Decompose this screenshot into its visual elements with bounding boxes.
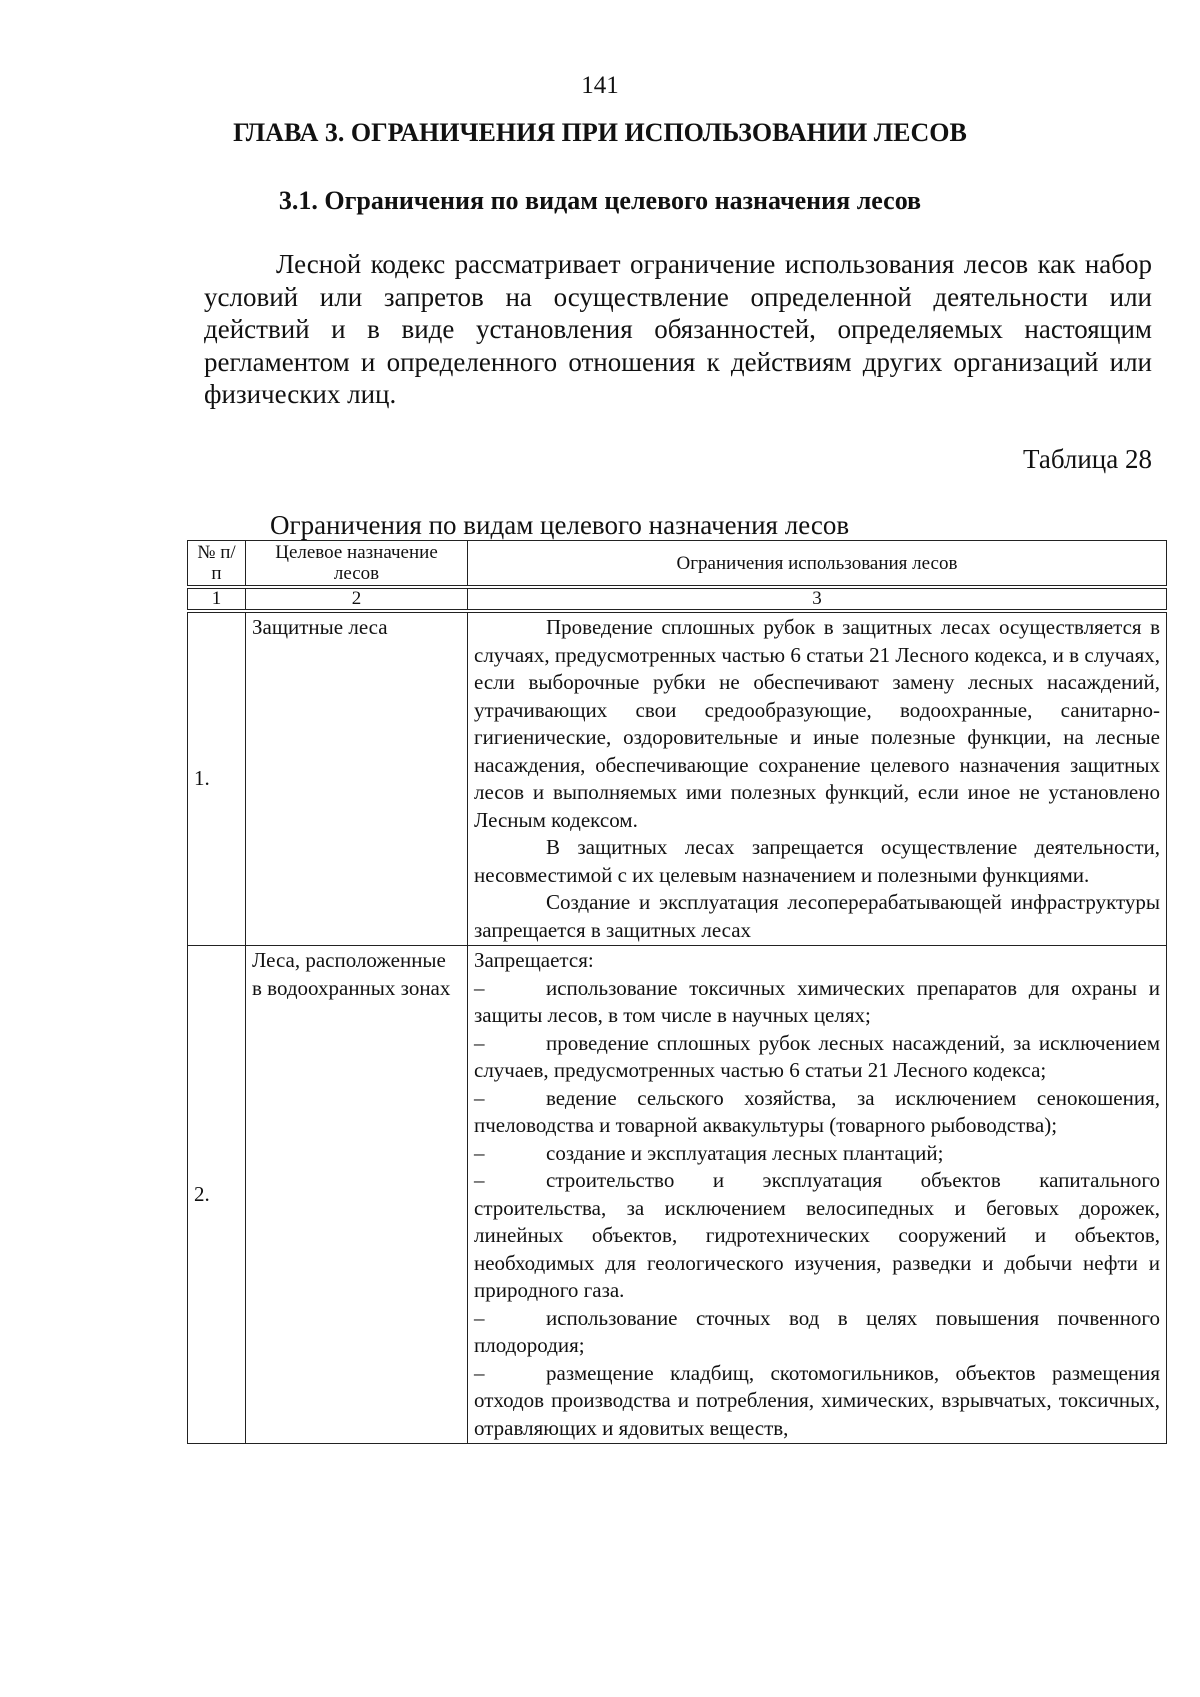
- restriction-item-text: строительство и эксплуатация объектов капитального строительства, за исключением велосипедных и беговых дорожек, линейных объектов, гидротехнических сооружений и объектов, необходимых для геологического изучения, разведки и добычи нефти и природного газа.: [474, 1168, 1160, 1302]
- purpose-text: Леса, расположенные в водоохранных зонах: [252, 948, 451, 1000]
- restriction-item: [474, 1140, 1160, 1168]
- dash-marker: –: [474, 975, 485, 1000]
- column-number: 1: [188, 587, 246, 611]
- dash-marker: –: [474, 1360, 485, 1385]
- table-title: Ограничения по видам целевого назначения лесов: [270, 510, 850, 540]
- restriction-item-text: использование сточных вод в целях повышения почвенного плодородия;: [474, 1305, 1160, 1357]
- purpose-cell: [246, 611, 468, 946]
- restriction-paragraph: В защитных лесах запрещается осуществление деятельности, несовместимой с их целевым назначением и полезными функциями.: [474, 835, 1160, 887]
- column-number-row: [188, 587, 1167, 611]
- restrictions-cell: [468, 946, 1167, 1444]
- restriction-item-text: использование токсичных химических препаратов для охраны и защиты лесов, в том числе в научных целях;: [474, 975, 1160, 1027]
- dash-marker: –: [474, 1030, 485, 1055]
- dash-marker: –: [474, 1140, 485, 1165]
- restrictions-table: [187, 540, 1167, 1444]
- column-number: 2: [246, 587, 468, 611]
- restriction-intro: Запрещается:: [474, 948, 594, 972]
- restriction-item: [474, 1167, 1160, 1305]
- restriction-item-text: проведение сплошных рубок лесных насаждений, за исключением случаев, предусмотренных частью 6 статьи 21 Лесного кодекса;: [474, 1030, 1160, 1082]
- intro-paragraph: Лесной кодекс рассматривает ограничение использования лесов как набор условий или запретов на осуществление определенной деятельности или действий и в виде установления обязанностей, определяемых настоящим регламентом и определенного отношения к действиям других организаций или физических лиц.: [204, 249, 1152, 409]
- restriction-paragraph: Проведение сплошных рубок в защитных лесах осуществляется в случаях, предусмотренных частью 6 статьи 21 Лесного кодекса, и в случаях, если выборочные рубки не обеспечивают замену лесных насаждений, утрачивающих свои средообразующие, водоохранные, санитарно-гигиенические, оздоровительные и иные полезные функции, на лесные насаждения, обеспечивающие сохранение целевого назначения защитных лесов и выполняемых ими полезных функций, если иное не установлено Лесным кодексом.: [474, 615, 1160, 832]
- column-number: 3: [468, 587, 1167, 611]
- page-number: 141: [581, 72, 619, 99]
- purpose-cell: [246, 946, 468, 1444]
- table-row: [188, 611, 1167, 946]
- table-label: Таблица 28: [1023, 444, 1152, 474]
- restriction-item-text: ведение сельского хозяйства, за исключением сенокошения, пчеловодства и товарной аквакультуры (товарного рыбоводства);: [474, 1085, 1160, 1137]
- restriction-item: [474, 1305, 1160, 1360]
- row-number: 2.: [188, 946, 246, 1444]
- restriction-paragraph: Создание и эксплуатация лесоперерабатывающей инфраструктуры запрещается в защитных лесах: [474, 890, 1160, 942]
- row-number: 1.: [188, 611, 246, 946]
- section-title: 3.1. Ограничения по видам целевого назначения лесов: [278, 186, 922, 215]
- dash-marker: –: [474, 1305, 485, 1330]
- restriction-item: [474, 1030, 1160, 1085]
- header-restrictions: Ограничения использования лесов: [468, 541, 1167, 588]
- header-purpose: Целевое назначение лесов: [246, 541, 468, 588]
- dash-marker: –: [474, 1085, 485, 1110]
- chapter-title: ГЛАВА 3. ОГРАНИЧЕНИЯ ПРИ ИСПОЛЬЗОВАНИИ ЛЕСОВ: [233, 118, 967, 147]
- dash-marker: –: [474, 1168, 485, 1192]
- purpose-text: Защитные леса: [252, 615, 388, 639]
- restriction-item-text: размещение кладбищ, скотомогильников, объектов размещения отходов производства и потребления, химических, взрывчатых, токсичных, отравляющих и ядовитых веществ,: [474, 1360, 1160, 1440]
- restrictions-cell: [468, 611, 1167, 946]
- restriction-item: [474, 975, 1160, 1030]
- table-row: [188, 946, 1167, 1444]
- restriction-item-text: создание и эксплуатация лесных плантаций;: [546, 1140, 944, 1165]
- header-num: № п/п: [188, 541, 246, 588]
- restriction-item: [474, 1360, 1160, 1443]
- restriction-item: [474, 1085, 1160, 1140]
- table-header-row: [188, 541, 1167, 588]
